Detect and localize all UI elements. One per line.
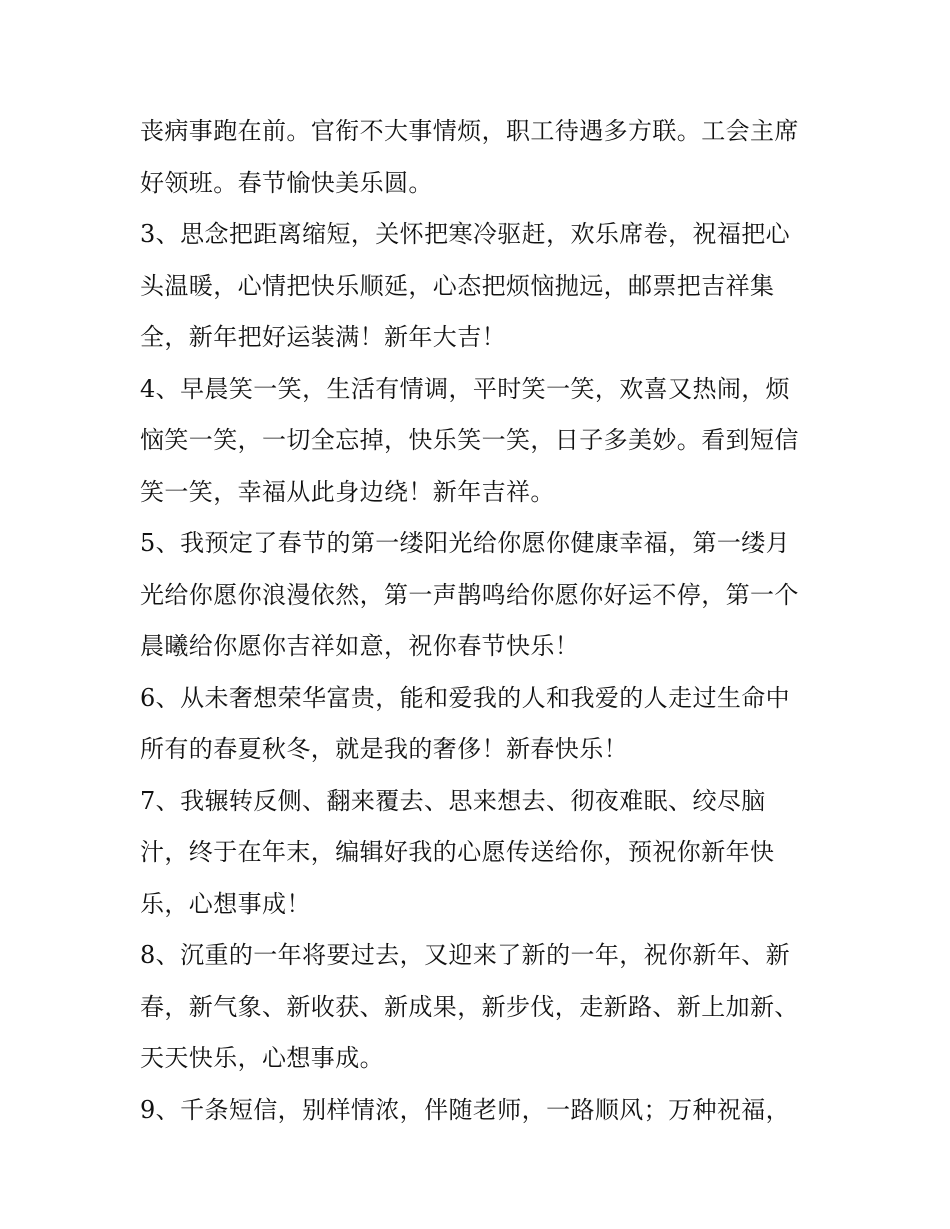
text-line: 所有的春夏秋冬，就是我的奢侈！新春快乐！	[140, 735, 628, 763]
text-line: 好领班。春节愉快美乐圆。	[140, 168, 433, 197]
text-line: 全，新年把好运装满！新年大吉！	[140, 323, 506, 351]
text-line: 天天快乐，心想事成。	[140, 1044, 384, 1072]
text-line: 春，新气象、新收获、新成果，新步伐，走新路、新上加新、	[140, 992, 799, 1021]
paragraph-item-6	[140, 673, 815, 776]
text-line: 丧病事跑在前。官衔不大事情烦，职工待遇多方联。工会主席	[140, 117, 799, 145]
text-line: 8、沉重的一年将要过去，又迎来了新的一年，祝你新年、新	[140, 941, 791, 969]
text-line: 晨曦给你愿你吉祥如意，祝你春节快乐！	[140, 632, 580, 660]
paragraph-item-9	[140, 1085, 815, 1137]
paragraph-item-3	[140, 209, 815, 364]
paragraph-item-7	[140, 776, 815, 931]
text-line: 3、思念把距离缩短，关怀把寒冷驱赶，欢乐席卷，祝福把心	[140, 220, 791, 248]
text-line: 恼笑一笑，一切全忘掉，快乐笑一笑，日子多美妙。看到短信	[140, 426, 799, 454]
paragraph-item-8	[140, 930, 815, 1085]
paragraph-continuation	[140, 106, 815, 209]
text-line: 7、我辗转反侧、翻来覆去、思来想去、彻夜难眠、绞尽脑	[140, 786, 766, 815]
text-line: 4、早晨笑一笑，生活有情调，平时笑一笑，欢喜又热闹，烦	[140, 374, 791, 403]
text-line: 5、我预定了春节的第一缕阳光给你愿你健康幸福，第一缕月	[140, 529, 791, 557]
text-line: 6、从未奢想荣华富贵，能和爱我的人和我爱的人走过生命中	[140, 683, 791, 712]
text-line: 9、千条短信，别样情浓，伴随老师，一路顺风；万种祝福，	[140, 1095, 791, 1124]
text-line: 头温暖，心情把快乐顺延，心态把烦恼抛远，邮票把吉祥集	[140, 271, 775, 300]
paragraph-item-4	[140, 364, 815, 519]
document-body	[140, 106, 815, 1136]
text-line: 光给你愿你浪漫依然，第一声鹊鸣给你愿你好运不停，第一个	[140, 580, 799, 609]
text-line: 乐，心想事成！	[140, 889, 311, 918]
paragraph-item-5	[140, 518, 815, 673]
text-line: 笑一笑，幸福从此身边绕！新年吉祥。	[140, 477, 555, 506]
text-line: 汁，终于在年末，编辑好我的心愿传送给你，预祝你新年快	[140, 838, 775, 866]
